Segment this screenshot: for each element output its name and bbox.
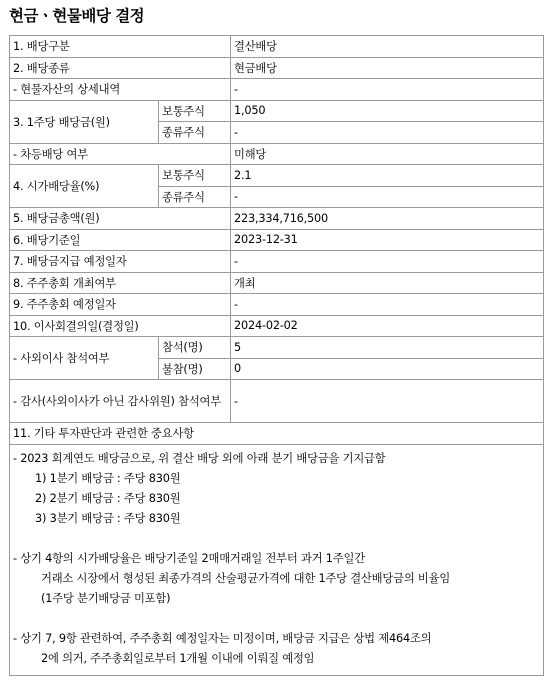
table-row bbox=[10, 165, 544, 187]
note-line: 1) 1분기 배당금 : 주당 830원 bbox=[35, 471, 181, 485]
row-sublabel: 참석(명) bbox=[159, 337, 231, 359]
table-row bbox=[10, 337, 544, 359]
table-row bbox=[10, 79, 544, 101]
table-row bbox=[10, 57, 544, 79]
table-row bbox=[10, 380, 544, 423]
table-row bbox=[10, 229, 544, 251]
table-row bbox=[10, 315, 544, 337]
note-line: 3) 3분기 배당금 : 주당 830원 bbox=[35, 511, 181, 525]
row-sublabel: 종류주식 bbox=[159, 186, 231, 208]
row-label: 5. 배당금총액(원) bbox=[10, 208, 231, 230]
note-line: (1주당 분기배당금 미포함) bbox=[41, 591, 171, 605]
row-label: - 차등배당 여부 bbox=[10, 143, 231, 165]
row-label: 6. 배당기준일 bbox=[10, 229, 231, 251]
row-value: 0 bbox=[231, 358, 544, 380]
row-label: 9. 주주총회 예정일자 bbox=[10, 294, 231, 316]
page-title: 현금ㆍ현물배당 결정 bbox=[9, 7, 145, 25]
table-row bbox=[10, 294, 544, 316]
row-sublabel: 종류주식 bbox=[159, 122, 231, 144]
row-label: 8. 주주총회 개최여부 bbox=[10, 272, 231, 294]
table-row bbox=[10, 272, 544, 294]
row-label: 7. 배당금지급 예정일자 bbox=[10, 251, 231, 273]
row-sublabel: 보통주식 bbox=[159, 165, 231, 187]
row-value: 2023-12-31 bbox=[231, 229, 544, 251]
row-sublabel: 보통주식 bbox=[159, 100, 231, 122]
note-line: 2) 2분기 배당금 : 주당 830원 bbox=[35, 491, 181, 505]
note-line: - 상기 7, 9항 관련하여, 주주총회 예정일자는 미정이며, 배당금 지급은 상법 제464조의 bbox=[13, 631, 432, 645]
row-value: - bbox=[231, 294, 544, 316]
row-value: 2024-02-02 bbox=[231, 315, 544, 337]
row-value: 개최 bbox=[231, 272, 544, 294]
row-label: 11. 기타 투자판단과 관련한 중요사항 bbox=[10, 423, 544, 445]
row-value: - bbox=[231, 186, 544, 208]
note-line: - 2023 회계연도 배당금으로, 위 결산 배당 외에 아래 분기 배당금을 기지급함 bbox=[13, 451, 386, 465]
table-row bbox=[10, 36, 544, 58]
row-value: - bbox=[231, 79, 544, 101]
row-value: - bbox=[231, 380, 544, 423]
row-value: 5 bbox=[231, 337, 544, 359]
row-label: - 사외이사 참석여부 bbox=[10, 337, 159, 380]
row-label: 10. 이사회결의일(결정일) bbox=[10, 315, 231, 337]
dividend-table bbox=[9, 35, 544, 676]
row-value: 미해당 bbox=[231, 143, 544, 165]
row-label: - 현물자산의 상세내역 bbox=[10, 79, 231, 101]
row-value: 결산배당 bbox=[231, 36, 544, 58]
row-label: 1. 배당구분 bbox=[10, 36, 231, 58]
row-value: 1,050 bbox=[231, 100, 544, 122]
table-row bbox=[10, 251, 544, 273]
row-value: 현금배당 bbox=[231, 57, 544, 79]
row-value: - bbox=[231, 122, 544, 144]
table-row bbox=[10, 423, 544, 445]
note-line: 거래소 시장에서 형성된 최종가격의 산술평균가격에 대한 1주당 결산배당금의 비율임 bbox=[41, 571, 451, 585]
row-value: 2.1 bbox=[231, 165, 544, 187]
row-label: 4. 시가배당율(%) bbox=[10, 165, 159, 208]
row-sublabel: 불참(명) bbox=[159, 358, 231, 380]
note-line: 2에 의거, 주주총회일로부터 1개월 이내에 이뤄질 예정임 bbox=[41, 651, 315, 665]
table-row bbox=[10, 143, 544, 165]
note-line: - 상기 4항의 시가배당율은 배당기준일 2매매거래일 전부터 과거 1주일간 bbox=[13, 551, 365, 565]
row-label: 2. 배당종류 bbox=[10, 57, 231, 79]
row-label: 3. 1주당 배당금(원) bbox=[10, 100, 159, 143]
remarks-cell bbox=[10, 444, 544, 675]
row-label: - 감사(사외이사가 아닌 감사위원) 참석여부 bbox=[10, 380, 231, 423]
table-row bbox=[10, 208, 544, 230]
row-value: 223,334,716,500 bbox=[231, 208, 544, 230]
table-row bbox=[10, 100, 544, 122]
table-row bbox=[10, 444, 544, 675]
row-value: - bbox=[231, 251, 544, 273]
